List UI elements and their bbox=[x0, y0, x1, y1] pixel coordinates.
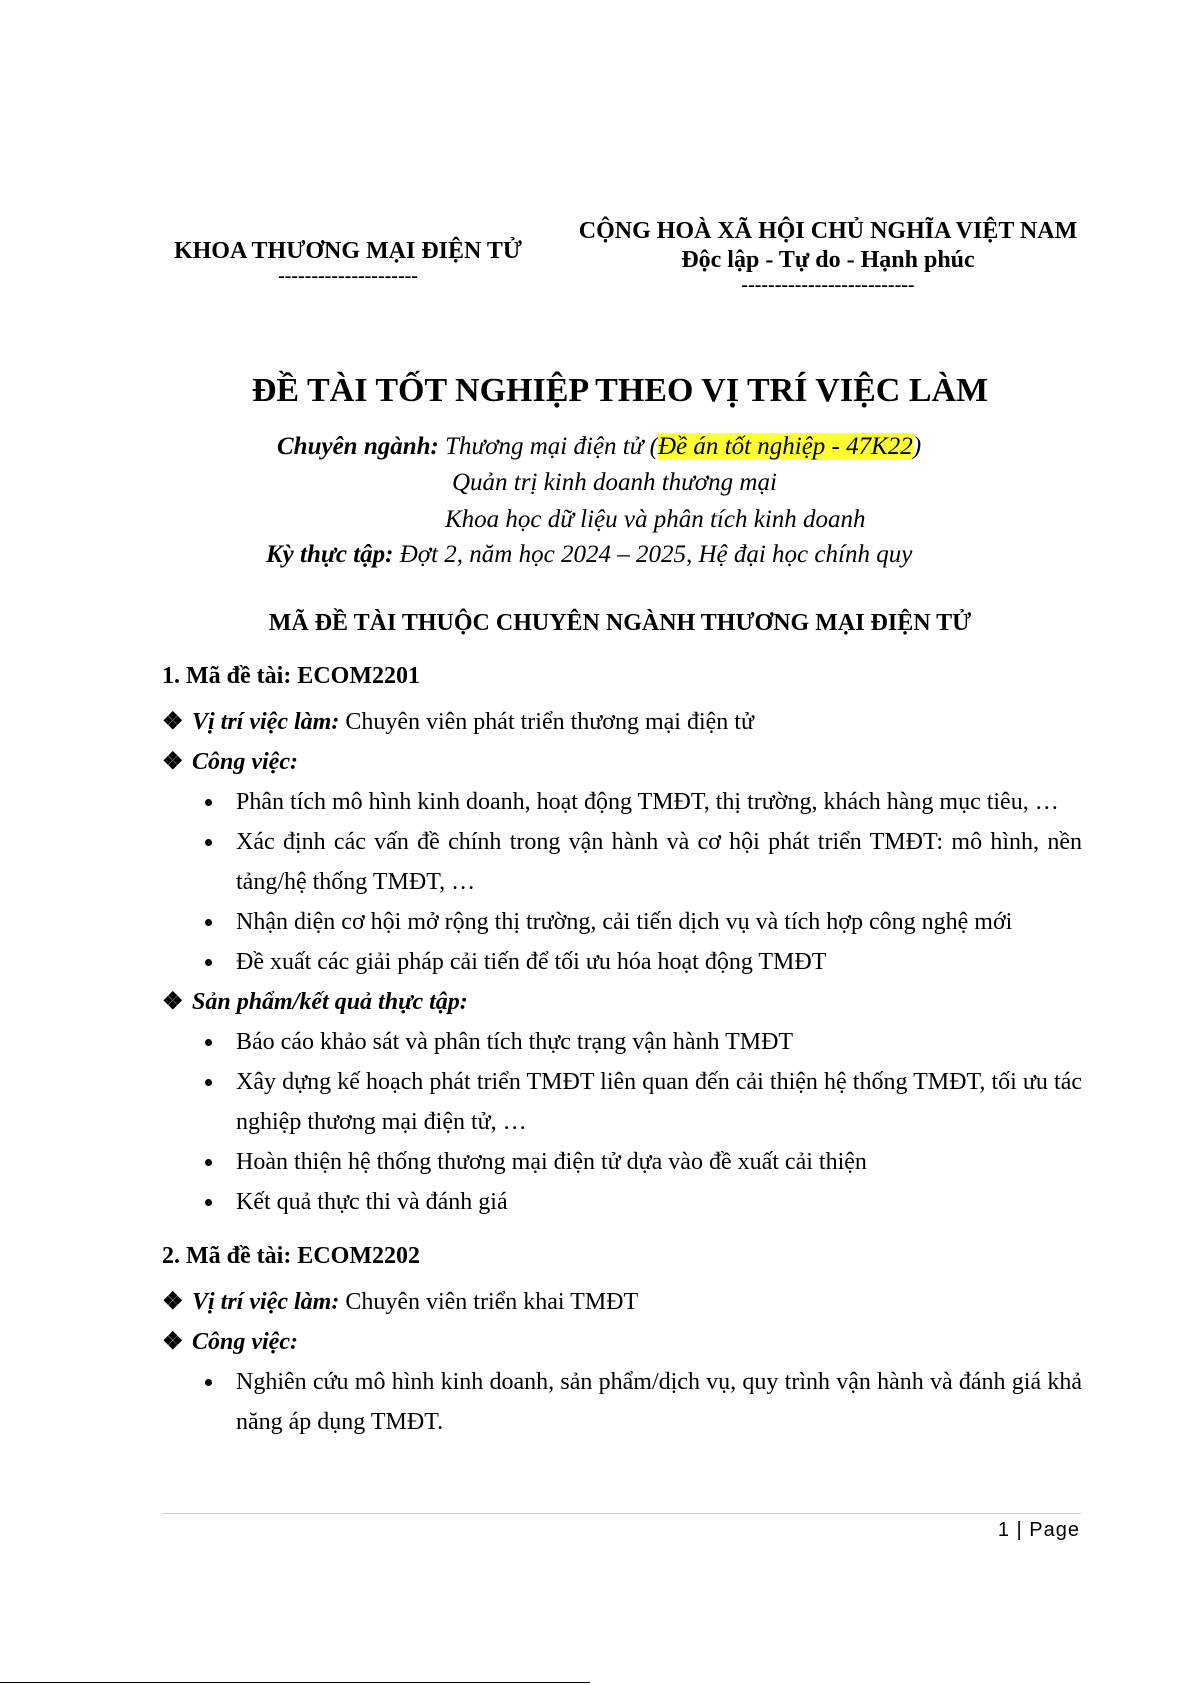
bullet-icon bbox=[205, 799, 212, 806]
bullet-icon bbox=[205, 1039, 212, 1046]
diamond-bullet-icon: ❖ bbox=[162, 749, 184, 775]
topic-2 bbox=[162, 1236, 1082, 1442]
results-label: Sản phẩm/kết quả thực tập: bbox=[192, 989, 468, 1015]
topics-content bbox=[162, 656, 1082, 1442]
nation-name: CỘNG HOÀ XÃ HỘI CHỦ NGHĨA VIỆT NAM bbox=[578, 218, 1078, 244]
list-item: Nhận diện cơ hội mở rộng thị trường, cải tiến dịch vụ và tích hợp công nghệ mới bbox=[162, 902, 1082, 942]
footer-divider bbox=[162, 1513, 1082, 1514]
major-line-2: Quản trị kinh doanh thương mại bbox=[452, 469, 777, 496]
faculty-name: KHOA THƯƠNG MẠI ĐIỆN TỬ bbox=[173, 238, 523, 264]
list-item: Đề xuất các giải pháp cải tiến để tối ưu hóa hoạt động TMĐT bbox=[162, 942, 1082, 982]
major-label: Chuyên ngành: bbox=[277, 433, 439, 460]
tasks-line bbox=[162, 1322, 1082, 1362]
page-number: 1 bbox=[997, 1519, 1010, 1541]
bullet-icon bbox=[205, 959, 212, 966]
list-item: Phân tích mô hình kinh doanh, hoạt động TMĐT, thị trường, khách hàng mục tiêu, … bbox=[162, 782, 1082, 822]
faculty-divider: --------------------- bbox=[278, 265, 418, 287]
tasks-line bbox=[162, 742, 1082, 782]
position-line bbox=[162, 702, 1082, 742]
list-item: Báo cáo khảo sát và phân tích thực trạng vận hành TMĐT bbox=[162, 1022, 1082, 1062]
term-line bbox=[266, 541, 912, 569]
bullet-icon bbox=[205, 1159, 212, 1166]
tasks-list bbox=[162, 1362, 1082, 1442]
diamond-bullet-icon: ❖ bbox=[162, 1329, 184, 1355]
list-item: Nghiên cứu mô hình kinh doanh, sản phẩm/dịch vụ, quy trình vận hành và đánh giá khả năng áp dụng TMĐT. bbox=[162, 1362, 1082, 1442]
bullet-icon bbox=[205, 839, 212, 846]
major-line-3: Khoa học dữ liệu và phân tích kinh doanh bbox=[445, 506, 866, 533]
list-item: Xác định các vấn đề chính trong vận hành và cơ hội phát triển TMĐT: mô hình, nền tảng/hệ thống TMĐT, … bbox=[162, 822, 1082, 902]
results-line bbox=[162, 982, 1082, 1022]
page-label: | Page bbox=[1016, 1519, 1080, 1541]
bullet-icon bbox=[205, 1199, 212, 1206]
tasks-list bbox=[162, 782, 1082, 982]
bullet-icon bbox=[205, 1079, 212, 1086]
major-1-end: ) bbox=[912, 433, 922, 460]
faculty-header bbox=[162, 238, 534, 288]
motto: Độc lập - Tự do - Hạnh phúc bbox=[681, 247, 975, 273]
document-title: ĐỀ TÀI TỐT NGHIỆP THEO VỊ TRÍ VIỆC LÀM bbox=[251, 372, 989, 409]
term-value: Đợt 2, năm học 2024 – 2025, Hệ đại học chính quy bbox=[399, 541, 913, 568]
major-line-1 bbox=[277, 433, 921, 461]
topic-code-title: 2. Mã đề tài: ECOM2202 bbox=[162, 1243, 420, 1269]
page-footer bbox=[960, 1519, 1080, 1542]
tasks-label: Công việc: bbox=[192, 1329, 298, 1355]
major-1: Thương mại điện tử ( bbox=[445, 433, 658, 460]
diamond-bullet-icon: ❖ bbox=[162, 989, 184, 1015]
diamond-bullet-icon: ❖ bbox=[162, 1289, 184, 1315]
tasks-label: Công việc: bbox=[192, 749, 298, 775]
list-item: Kết quả thực thi và đánh giá bbox=[162, 1182, 1082, 1222]
position-value: Chuyên viên phát triển thương mại điện tử bbox=[345, 709, 754, 735]
major-1-highlight: Đề án tốt nghiệp - 47K22 bbox=[657, 433, 913, 460]
position-value: Chuyên viên triển khai TMĐT bbox=[345, 1289, 639, 1315]
position-line bbox=[162, 1282, 1082, 1322]
diamond-bullet-icon: ❖ bbox=[162, 709, 184, 735]
topic-code-title: 1. Mã đề tài: ECOM2201 bbox=[162, 663, 420, 689]
position-label: Vị trí việc làm: bbox=[192, 1289, 340, 1315]
bullet-icon bbox=[205, 1379, 212, 1386]
list-item: Hoàn thiện hệ thống thương mại điện tử dựa vào đề xuất cải thiện bbox=[162, 1142, 1082, 1182]
term-label: Kỳ thực tập: bbox=[266, 541, 394, 568]
page-edge-line bbox=[0, 1682, 590, 1683]
motto-divider: -------------------------- bbox=[741, 274, 915, 296]
nation-header bbox=[558, 218, 1098, 297]
topic-1 bbox=[162, 656, 1082, 1222]
position-label: Vị trí việc làm: bbox=[192, 709, 340, 735]
bullet-icon bbox=[205, 919, 212, 926]
section-title: MÃ ĐỀ TÀI THUỘC CHUYÊN NGÀNH THƯƠNG MẠI ĐIỆN TỬ bbox=[268, 610, 972, 636]
list-item: Xây dựng kế hoạch phát triển TMĐT liên quan đến cải thiện hệ thống TMĐT, tối ưu tác nghiệp thương mại điện tử, … bbox=[162, 1062, 1082, 1142]
results-list bbox=[162, 1022, 1082, 1222]
